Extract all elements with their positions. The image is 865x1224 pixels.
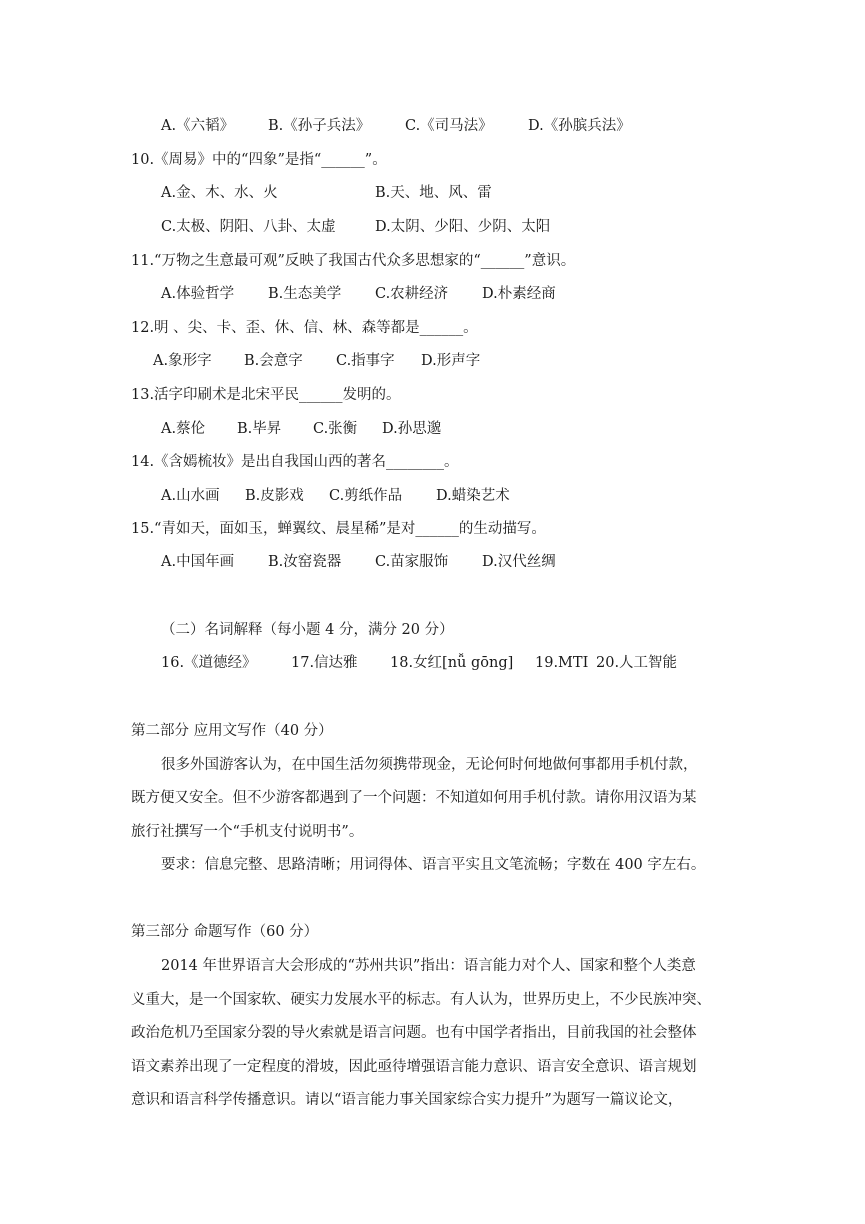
q11-option-a: A.体验哲学 bbox=[161, 286, 235, 302]
q11-options bbox=[161, 284, 556, 304]
part3-heading: 第三部分 命题写作（60 分） bbox=[131, 924, 319, 940]
q15-option-a: A.中国年画 bbox=[161, 554, 235, 570]
part3-paragraph-line: 义重大，是一个国家软、硬实力发展水平的标志。有人认为，世界历史上，不少民族冲突、 bbox=[131, 992, 711, 1008]
q10-option-b: B.天、地、风、雷 bbox=[375, 185, 492, 201]
q13-option-a: A.蔡伦 bbox=[161, 421, 206, 437]
q12-options bbox=[153, 351, 480, 371]
section2-terms bbox=[161, 653, 677, 673]
q9-option-b: B.《孙子兵法》 bbox=[268, 118, 371, 134]
part3-paragraph-line: 语文素养出现了一定程度的滑坡，因此亟待增强语言能力意识、语言安全意识、语言规划 bbox=[131, 1059, 697, 1075]
part2-heading: 第二部分 应用文写作（40 分） bbox=[131, 723, 333, 739]
q9-options bbox=[161, 116, 631, 136]
part3-paragraph-line: 政治危机乃至国家分裂的导火索就是语言问题。也有中国学者指出，目前我国的社会整体 bbox=[131, 1025, 697, 1041]
q13-option-d: D.孙思邈 bbox=[382, 421, 442, 437]
q10-option-c: C.太极、阴阳、八卦、太虚 bbox=[161, 219, 336, 235]
q10-stem: 10.《周易》中的“四象”是指“______”。 bbox=[131, 152, 387, 168]
term-20: 20.人工智能 bbox=[596, 655, 678, 671]
q9-option-c: C.《司马法》 bbox=[405, 118, 493, 134]
q15-option-c: C.苗家服饰 bbox=[375, 554, 449, 570]
q14-options bbox=[161, 486, 510, 506]
q10-options-row1 bbox=[161, 183, 492, 203]
q10-option-a: A.金、木、水、火 bbox=[161, 185, 278, 201]
q13-stem: 13.活字印刷术是北宋平民______发明的。 bbox=[131, 387, 401, 403]
q12-stem: 12.明 、尖、卡、歪、休、信、林、森等都是______。 bbox=[131, 320, 478, 336]
term-19: 19.MTI bbox=[535, 655, 589, 671]
q14-option-a: A.山水画 bbox=[161, 488, 220, 504]
term-16: 16.《道德经》 bbox=[161, 655, 257, 671]
q10-options-row2 bbox=[161, 217, 550, 237]
q13-options bbox=[161, 419, 441, 439]
q15-option-d: D.汉代丝绸 bbox=[482, 554, 556, 570]
q14-stem: 14.《含嫣梳妆》是出自我国山西的著名________。 bbox=[131, 454, 459, 470]
term-17: 17.信达雅 bbox=[291, 655, 358, 671]
q11-stem: 11.“万物之生意最可观”反映了我国古代众多思想家的“______”意识。 bbox=[131, 253, 576, 269]
part2-paragraph-line: 很多外国游客认为，在中国生活勿须携带现金，无论何时何地做何事都用手机付款， bbox=[161, 757, 698, 773]
q12-option-c: C.指事字 bbox=[336, 353, 395, 369]
part2-requirement: 要求：信息完整、思路清晰；用词得体、语言平实且文笔流畅；字数在 400 字左右。 bbox=[161, 857, 706, 873]
q13-option-b: B.毕昇 bbox=[237, 421, 282, 437]
q11-option-c: C.农耕经济 bbox=[375, 286, 449, 302]
q15-stem: 15.“青如天，面如玉，蝉翼纹、晨星稀”是对______的生动描写。 bbox=[131, 521, 546, 537]
q12-option-a: A.象形字 bbox=[153, 353, 212, 369]
q11-option-d: D.朴素经商 bbox=[482, 286, 556, 302]
section2-heading: （二）名词解释（每小题 4 分，满分 20 分） bbox=[161, 622, 454, 638]
part3-paragraph-line: 2014 年世界语言大会形成的“苏州共识”指出：语言能力对个人、国家和整个人类意 bbox=[161, 958, 696, 974]
q12-option-d: D.形声字 bbox=[421, 353, 481, 369]
q15-option-b: B.汝窑瓷器 bbox=[268, 554, 342, 570]
q10-option-d: D.太阴、少阳、少阴、太阳 bbox=[375, 219, 551, 235]
q13-option-c: C.张衡 bbox=[313, 421, 358, 437]
part3-paragraph-line: 意识和语言科学传播意识。请以“语言能力事关国家综合实力提升”为题写一篇议论文， bbox=[131, 1092, 683, 1108]
q12-option-b: B.会意字 bbox=[244, 353, 303, 369]
q9-option-a: A.《六韬》 bbox=[161, 118, 235, 134]
term-18: 18.女红[nǚ gōng] bbox=[390, 655, 514, 671]
part2-paragraph-line: 既方便又安全。但不少游客都遇到了一个问题：不知道如何用手机付款。请你用汉语为某 bbox=[131, 790, 697, 806]
part2-paragraph-line: 旅行社撰写一个“手机支付说明书”。 bbox=[131, 824, 364, 840]
q14-option-c: C.剪纸作品 bbox=[329, 488, 403, 504]
q9-option-d: D.《孙膑兵法》 bbox=[528, 118, 631, 134]
q11-option-b: B.生态美学 bbox=[268, 286, 342, 302]
q14-option-b: B.皮影戏 bbox=[245, 488, 304, 504]
q15-options bbox=[161, 552, 556, 572]
q14-option-d: D.蜡染艺术 bbox=[436, 488, 510, 504]
